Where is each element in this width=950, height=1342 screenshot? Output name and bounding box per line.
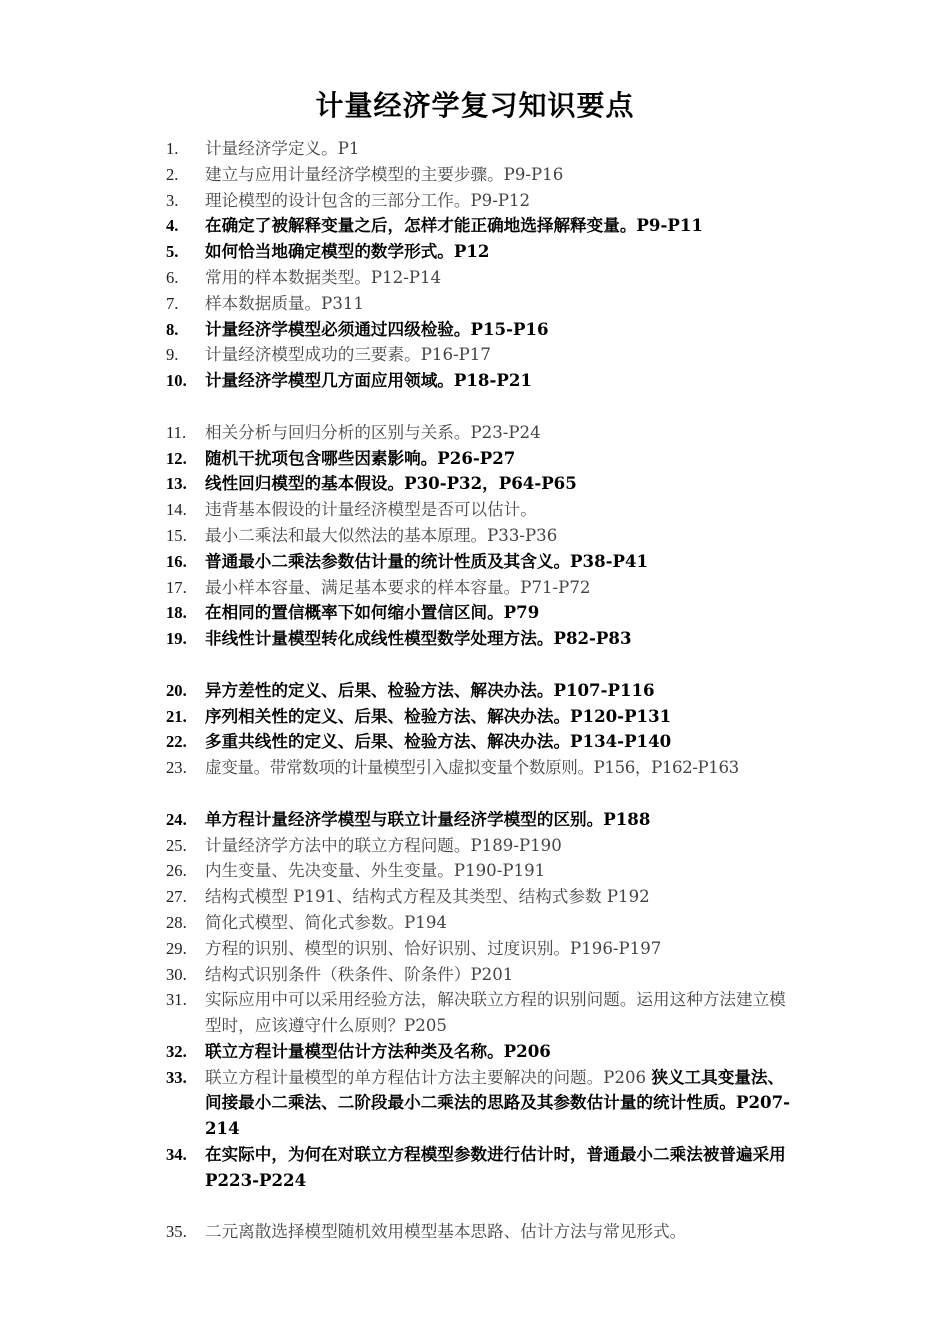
list-item <box>166 858 796 884</box>
item-number: 25. <box>166 835 187 855</box>
item-number: 1. <box>166 139 179 158</box>
item-number: 26. <box>166 861 187 881</box>
item-number: 23. <box>166 758 187 778</box>
item-text: 最小样本容量、满足基本要求的样本容量。P71-P72 <box>205 577 591 597</box>
list-item <box>166 136 796 162</box>
knowledge-point-list <box>166 136 796 1245</box>
item-text: 如何恰当地确定模型的数学形式。P12 <box>205 241 490 262</box>
list-item <box>166 239 796 265</box>
item-text: 计量经济学方法中的联立方程问题。P189-P190 <box>205 835 562 855</box>
item-text: 违背基本假设的计量经济模型是否可以估计。 <box>205 500 537 520</box>
item-text: 常用的样本数据类型。P12-P14 <box>205 267 442 287</box>
list-item <box>166 678 796 704</box>
item-number: 14. <box>166 500 187 520</box>
list-item <box>166 704 796 730</box>
list-item <box>166 833 796 859</box>
item-text: 普通最小二乘法参数估计量的统计性质及其含义。P38-P41 <box>205 550 649 571</box>
item-text: 内生变量、先决变量、外生变量。P190-P191 <box>205 861 546 881</box>
item-text: 理论模型的设计包含的三部分工作。P9-P12 <box>205 190 531 210</box>
item-text: 非线性计量模型转化成线性模型数学处理方法。P82-P83 <box>205 628 632 649</box>
list-item <box>166 884 796 910</box>
item-text: 随机干扰项包含哪些因素影响。P26-P27 <box>205 447 516 468</box>
item-text: 多重共线性的定义、后果、检验方法、解决办法。P134-P140 <box>205 731 672 752</box>
list-item <box>166 1065 796 1142</box>
item-number: 35. <box>166 1222 187 1242</box>
item-number: 9. <box>166 345 179 365</box>
item-text: 单方程计量经济学模型与联立计量经济学模型的区别。P188 <box>205 808 651 829</box>
item-text: 二元离散选择模型随机效用模型基本思路、估计方法与常见形式。 <box>205 1222 687 1242</box>
item-text: 联立方程计量模型估计方法种类及名称。P206 <box>205 1040 551 1061</box>
list-item <box>166 549 796 575</box>
item-text: 序列相关性的定义、后果、检验方法、解决办法。P120-P131 <box>205 705 672 726</box>
item-number: 30. <box>166 964 187 984</box>
item-text: 在确定了被解释变量之后，怎样才能正确地选择解释变量。P9-P11 <box>205 215 703 236</box>
item-text: 建立与应用计量经济学模型的主要步骤。P9-P16 <box>205 164 564 184</box>
item-text-plain: 联立方程计量模型的单方程估计方法主要解决的问题。P206 <box>205 1067 652 1087</box>
item-text: 方程的识别、模型的识别、恰好识别、过度识别。P196-P197 <box>205 938 662 958</box>
list-item <box>166 317 796 343</box>
item-number: 4. <box>166 216 179 236</box>
item-text: 结构式模型 P191、结构式方程及其类型、结构式参数 P192 <box>205 887 650 907</box>
list-item <box>166 523 796 549</box>
item-text: 计量经济学模型几方面应用领域。P18-P21 <box>205 370 532 391</box>
list-item <box>166 188 796 214</box>
item-text: 计量经济学定义。P1 <box>205 139 360 158</box>
item-number: 28. <box>166 912 187 932</box>
item-text: 在实际中，为何在对联立方程模型参数进行估计时，普通最小二乘法被普遍采用 P223-P224 <box>205 1144 786 1190</box>
item-text: 线性回归模型的基本假设。P30-P32，P64-P65 <box>205 473 577 494</box>
item-number: 21. <box>166 706 187 726</box>
list-item <box>166 1039 796 1065</box>
item-number: 6. <box>166 267 179 287</box>
item-text: 异方差性的定义、后果、检验方法、解决办法。P107-P116 <box>205 679 655 700</box>
list-item <box>166 936 796 962</box>
list-item <box>166 368 796 394</box>
item-number: 20. <box>166 680 187 700</box>
item-number: 7. <box>166 293 179 313</box>
item-number: 31. <box>166 990 187 1010</box>
list-item <box>166 265 796 291</box>
item-text: 结构式识别条件（秩条件、阶条件）P201 <box>205 964 514 984</box>
list-item <box>166 600 796 626</box>
list-item <box>166 291 796 317</box>
item-text: 相关分析与回归分析的区别与关系。P23-P24 <box>205 422 541 442</box>
item-text: 在相同的置信概率下如何缩小置信区间。P79 <box>205 602 540 623</box>
item-number: 29. <box>166 938 187 958</box>
item-number: 19. <box>166 629 187 649</box>
item-text: 简化式模型、简化式参数。P194 <box>205 912 447 932</box>
list-item <box>166 446 796 472</box>
item-text: 计量经济模型成功的三要素。P16-P17 <box>205 345 491 365</box>
list-item <box>166 626 796 652</box>
list-item <box>166 987 796 1039</box>
list-item <box>166 807 796 833</box>
item-number: 15. <box>166 525 187 545</box>
list-item <box>166 910 796 936</box>
list-item <box>166 1142 796 1194</box>
item-number: 12. <box>166 448 187 468</box>
item-text: 计量经济学模型必须通过四级检验。P15-P16 <box>205 318 549 339</box>
item-number: 32. <box>166 1041 187 1061</box>
item-number: 13. <box>166 474 187 494</box>
item-number: 24. <box>166 809 187 829</box>
item-text: 样本数据质量。P311 <box>205 293 364 313</box>
list-item <box>166 420 796 446</box>
list-item <box>166 755 796 781</box>
list-item <box>166 342 796 368</box>
item-number: 2. <box>166 164 179 184</box>
item-number: 17. <box>166 577 187 597</box>
list-item <box>166 162 796 188</box>
item-number: 22. <box>166 732 187 752</box>
item-number: 11. <box>166 422 187 442</box>
item-text: 实际应用中可以采用经验方法，解决联立方程的识别问题。运用这种方法建立模型时，应该遵守什么原则？P205 <box>205 990 786 1036</box>
item-number: 18. <box>166 603 187 623</box>
item-text <box>205 1065 790 1142</box>
list-item <box>166 729 796 755</box>
document-title: 计量经济学复习知识要点 <box>315 89 635 122</box>
list-item <box>166 497 796 523</box>
list-item <box>166 1219 796 1245</box>
item-number: 27. <box>166 887 187 907</box>
item-number: 16. <box>166 551 187 571</box>
item-number: 8. <box>166 319 179 339</box>
list-item <box>166 575 796 601</box>
item-number: 34. <box>166 1145 187 1165</box>
item-number: 3. <box>166 190 179 210</box>
list-item <box>166 962 796 988</box>
item-text: 最小二乘法和最大似然法的基本原理。P33-P36 <box>205 525 558 545</box>
list-item <box>166 471 796 497</box>
item-number: 5. <box>166 242 179 262</box>
list-item <box>166 213 796 239</box>
item-text-bold: 狭义工具变量法、间接最小二乘法、二阶段最小二乘法的思路及其参数估计量的统计性质。P207-214 <box>205 1066 791 1139</box>
item-number: 10. <box>166 371 187 391</box>
item-text: 虚变量。带常数项的计量模型引入虚拟变量个数原则。P156，P162-P163 <box>205 758 739 778</box>
item-number: 33. <box>166 1067 187 1087</box>
